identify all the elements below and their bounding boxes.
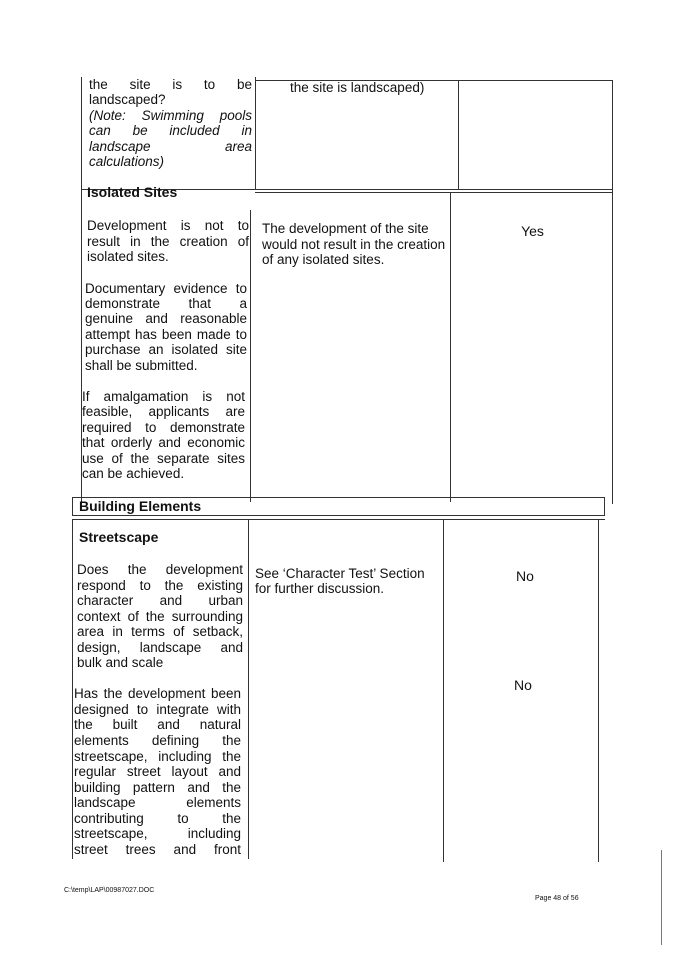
table-border-right-top — [612, 80, 613, 504]
isolated-para1-line-1: Development is not to — [87, 218, 249, 233]
isolated-para3-line-2: feasible, applicants are — [82, 404, 245, 419]
streetscape-q2-line-9: contributing to the — [74, 811, 241, 826]
top-note-line-2: can be included in — [89, 123, 252, 138]
streetscape-q1-line-4: context of the surrounding — [77, 609, 243, 624]
table-divider-1-isolated — [250, 210, 251, 502]
streetscape-q2-line-4: elements defining the — [74, 733, 241, 748]
streetscape-compliance-1: No — [516, 568, 534, 584]
streetscape-compliance-2: No — [514, 677, 532, 693]
streetscape-header: Streetscape — [79, 529, 159, 545]
isolated-para1-line-2: result in the creation of — [87, 234, 249, 249]
streetscape-q2-line-8: landscape elements — [74, 795, 241, 810]
streetscape-q2-line-3: the built and natural — [74, 717, 241, 732]
isolated-para1-line-3: isolated sites. — [87, 249, 169, 264]
isolated-para2-line-2: demonstrate that a — [85, 296, 247, 311]
streetscape-q1-line-1: Does the development — [77, 562, 243, 577]
isolated-para2-line-1: Documentary evidence to — [85, 281, 247, 296]
table-border-left-building — [72, 497, 73, 516]
streetscape-q2-line-6: regular street layout and — [74, 764, 241, 779]
isolated-para3-line-4: that orderly and economic — [82, 435, 245, 450]
row-divider-building-bottom — [72, 515, 605, 516]
isolated-para2-line-4: attempt has been made to — [85, 327, 247, 342]
isolated-para3-line-3: required to demonstrate — [82, 420, 245, 435]
streetscape-response-line-1: See ‘Character Test’ Section — [255, 566, 425, 581]
table-border-right-street — [598, 519, 599, 862]
isolated-para2-line-6: shall be submitted. — [85, 358, 198, 373]
top-response: the site is landscaped) — [290, 80, 425, 95]
streetscape-q1-line-3: character and urban — [77, 593, 243, 608]
streetscape-q1-line-5: area in terms of setback, — [77, 624, 243, 639]
top-criteria-line-2: landscaped? — [89, 92, 166, 107]
top-criteria-line-1: the site is to be — [89, 77, 252, 92]
streetscape-q1-line-7: bulk and scale — [77, 655, 164, 670]
row-divider-isolated-2 — [255, 192, 613, 193]
building-elements-header: Building Elements — [79, 498, 202, 514]
margin-mark — [661, 850, 662, 945]
table-divider-2-street — [443, 519, 444, 862]
streetscape-q1-line-6: design, landscape and — [77, 640, 243, 655]
isolated-para2-line-3: genuine and reasonable — [85, 311, 247, 326]
streetscape-q1-line-2: respond to the existing — [77, 578, 243, 593]
table-border-left-street — [72, 519, 73, 859]
isolated-response-line-1: The development of the site — [262, 221, 429, 236]
streetscape-response-line-2: for further discussion. — [255, 581, 385, 596]
streetscape-q2-line-7: building pattern and the — [74, 780, 241, 795]
streetscape-q2-line-5: streetscape, including the — [74, 749, 241, 764]
footer-page-number: Page 48 of 56 — [535, 895, 579, 902]
isolated-response-line-3: of any isolated sites. — [262, 252, 385, 267]
isolated-para3-line-5: use of the separate sites — [82, 451, 245, 466]
isolated-para3-line-6: can be achieved. — [82, 466, 185, 481]
isolated-compliance: Yes — [521, 223, 544, 239]
footer-file-path: C:\temp\LAP\00987027.DOC — [64, 887, 155, 894]
streetscape-q2-line-11: street trees and front — [74, 842, 241, 857]
streetscape-q2-line-1: Has the development been — [74, 686, 241, 701]
streetscape-q2-line-10: streetscape, including — [74, 826, 241, 841]
isolated-para3-line-1: If amalgamation is not — [82, 389, 245, 404]
top-note-line-3: landscape area — [89, 139, 252, 154]
table-border-right-building — [604, 497, 605, 516]
table-divider-2-top — [458, 80, 459, 190]
top-note-line-4: calculations) — [89, 154, 165, 169]
table-divider-1-street — [248, 519, 249, 859]
row-divider-streetscape — [72, 519, 605, 520]
isolated-sites-header: Isolated Sites — [87, 184, 178, 200]
top-note-line-1: (Note: Swimming pools — [89, 108, 252, 123]
isolated-para2-line-5: purchase an isolated site — [85, 342, 247, 357]
table-divider-1-top — [255, 77, 256, 189]
streetscape-q2-line-2: designed to integrate with — [74, 702, 241, 717]
isolated-response-line-2: would not result in the creation — [262, 237, 446, 252]
